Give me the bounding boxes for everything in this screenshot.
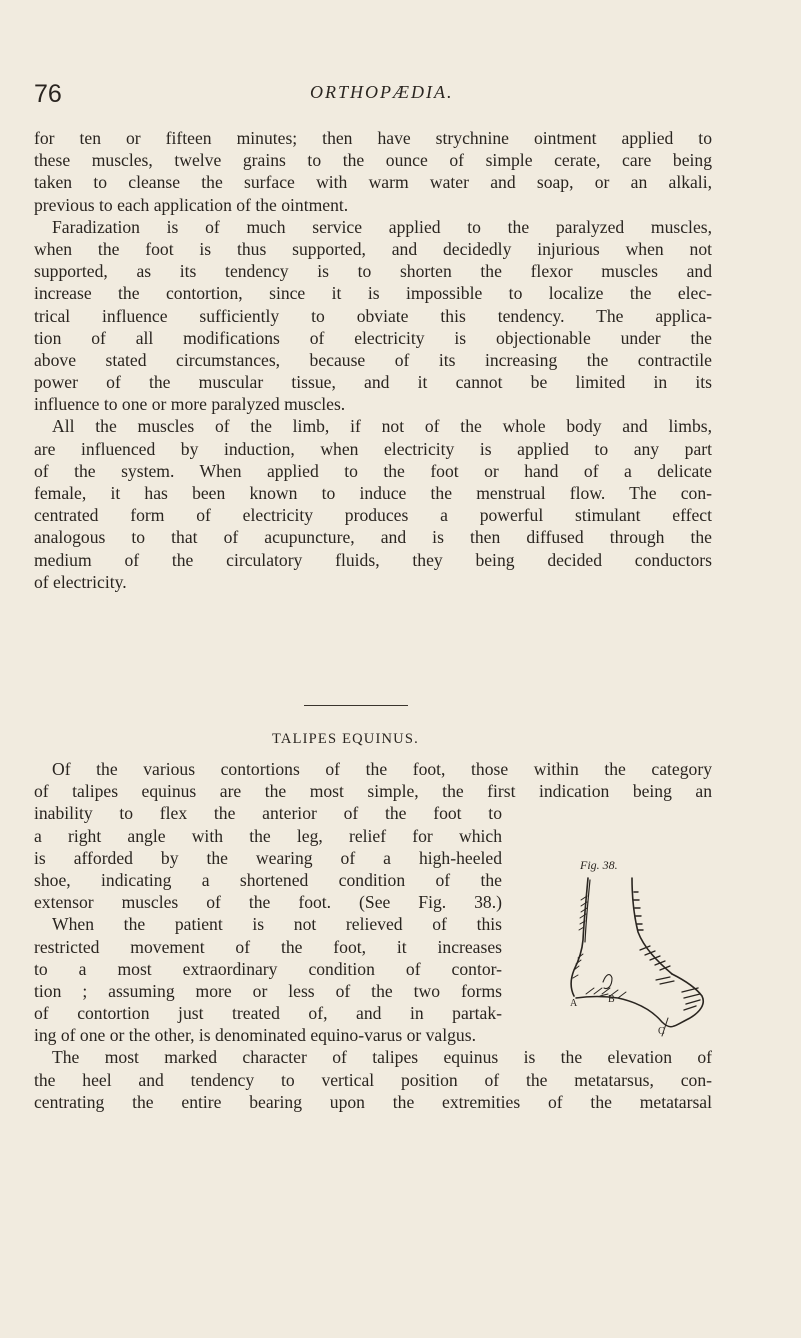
text-line: centrating the entire bearing upon the extremities of the metatarsal: [34, 1091, 712, 1112]
text-line: power of the muscular tissue, and it cannot be limited in its: [34, 372, 712, 393]
text-line: to a most extraordinary condition of contor-: [34, 958, 502, 979]
running-head: ORTHOPÆDIA.: [310, 82, 454, 102]
text-line: When the patient is not relieved of this: [52, 914, 502, 935]
text-line: taken to cleanse the surface with warm water and soap, or an alkali,: [34, 172, 712, 193]
text-line: for ten or fifteen minutes; then have strychnine ointment applied to: [34, 128, 712, 148]
text-line: All the muscles of the limb, if not of the whole body and limbs,: [52, 416, 712, 437]
figure-letter-c: C: [658, 1026, 665, 1037]
text-line: The most marked character of talipes equinus is the elevation of: [52, 1047, 712, 1068]
text-line: shoe, indicating a shortened condition of the: [34, 869, 502, 890]
text-line: tion ; assuming more or less of the two forms: [34, 980, 502, 1001]
text-line: female, it has been known to induce the menstrual flow. The con-: [34, 483, 712, 503]
text-line: these muscles, twelve grains to the ounce of simple cerate, care being: [34, 150, 712, 171]
text-line: is afforded by the wearing of a high-heeled: [34, 847, 502, 868]
text-line: of talipes equinus are the most simple, the first indication being an: [34, 781, 712, 802]
text-line: extensor muscles of the foot. (See Fig. 38.): [34, 892, 502, 913]
text-line: trical influence sufficiently to obviate this tendency. The applica-: [34, 305, 712, 326]
text-line: the heel and tendency to vertical position of the metatarsus, con-: [34, 1069, 712, 1090]
text-line: Faradization is of much service applied to the paralyzed muscles,: [52, 216, 712, 237]
text-line: influence to one or more paralyzed muscles.: [34, 394, 346, 415]
text-line: a right angle with the leg, relief for which: [34, 825, 502, 846]
text-line: inability to flex the anterior of the foot to: [34, 803, 502, 824]
text-line: of contortion just treated of, and in partak-: [34, 1003, 502, 1024]
text-line: of the system. When applied to the foot or hand of a delicate: [34, 460, 712, 481]
text-line: are influenced by induction, when electricity is applied to any part: [34, 438, 712, 459]
text-line: tion of all modifications of electricity is objectionable under the: [34, 327, 712, 348]
text-line: of electricity.: [34, 571, 127, 592]
text-line: restricted movement of the foot, it increases: [34, 936, 502, 957]
text-line: centrated form of electricity produces a powerful stimulant effect: [34, 505, 712, 526]
figure-letter-a: A: [570, 998, 578, 1009]
figure-38-illustration: [548, 870, 716, 1037]
page-number: 76: [34, 80, 62, 108]
text-line: supported, as its tendency is to shorten the flexor muscles and: [34, 261, 712, 282]
text-line: increase the contortion, since it is impossible to localize the elec-: [34, 283, 712, 304]
figure-letter-b: B: [608, 994, 615, 1005]
figure-label: Fig. 38.: [580, 858, 618, 872]
text-line: ing of one or the other, is denominated equino-varus or valgus.: [34, 1025, 476, 1046]
section-divider: [304, 705, 408, 706]
text-line: when the foot is thus supported, and decidedly injurious when not: [34, 238, 712, 259]
text-line: above stated circumstances, because of its increasing the contractile: [34, 349, 712, 370]
section-heading: TALIPES EQUINUS.: [272, 731, 419, 747]
text-line: Of the various contortions of the foot, those within the category: [52, 759, 712, 779]
text-line: analogous to that of acupuncture, and is then diffused through the: [34, 527, 712, 548]
body-text-top: [34, 127, 712, 593]
text-line: medium of the circulatory fluids, they being decided conductors: [34, 549, 712, 570]
text-line: previous to each application of the ointment.: [34, 194, 349, 215]
